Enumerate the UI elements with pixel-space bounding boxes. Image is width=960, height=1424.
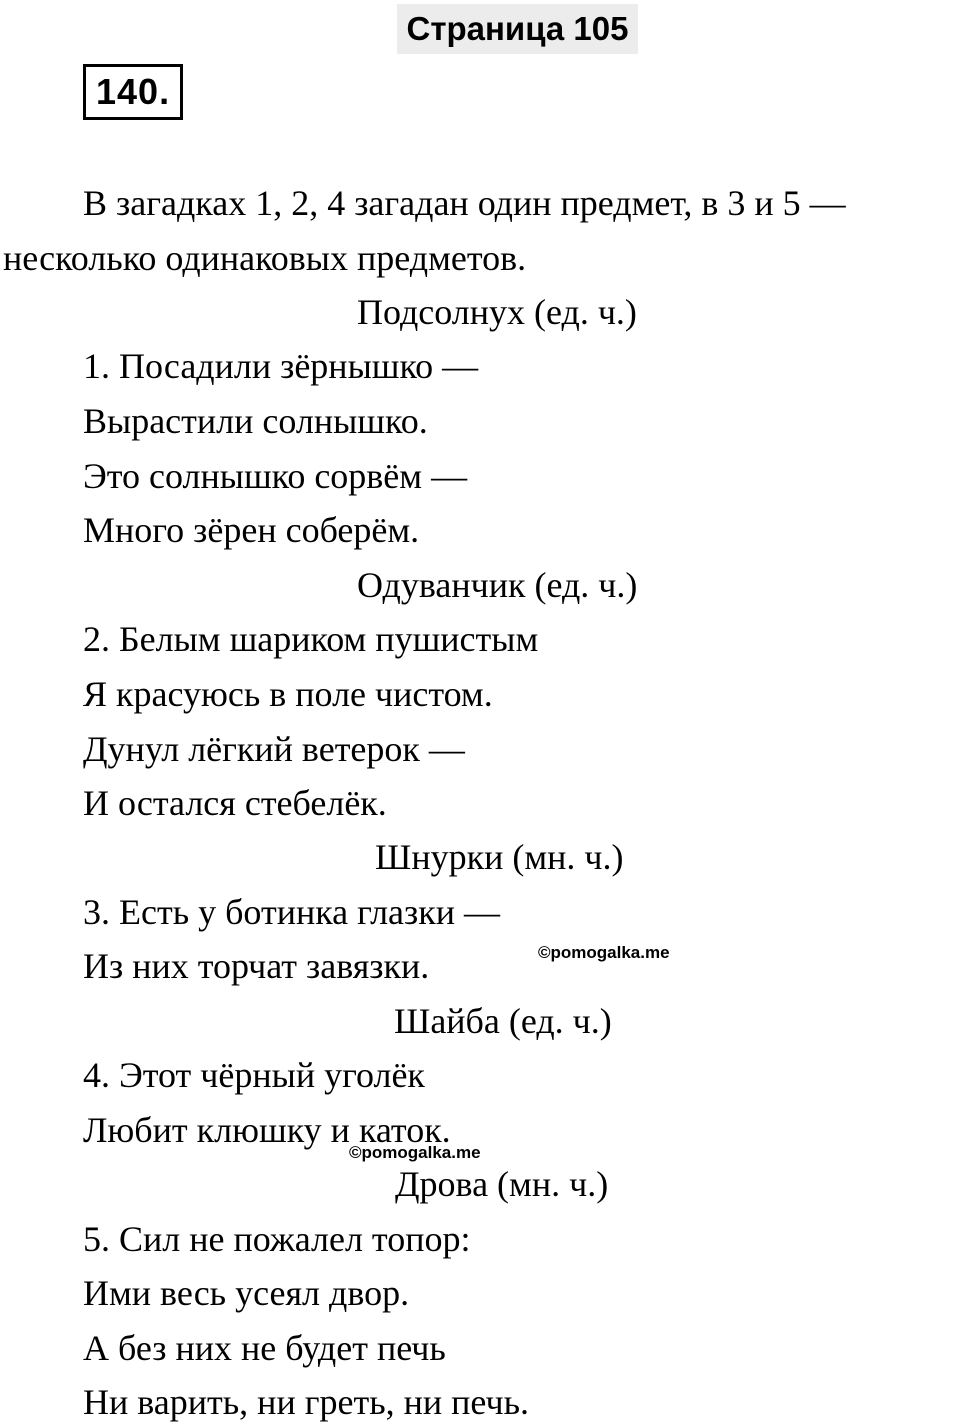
page-title: Страница 105 [397, 4, 638, 54]
riddle-line: Ими весь усеял двор. [83, 1273, 410, 1313]
riddle-line: 2. Белым шариком пушистым [83, 619, 539, 659]
riddle-line: 1. Посадили зёрнышко — [83, 346, 479, 386]
riddle-line: Много зёрен соберём. [83, 510, 420, 550]
watermark: ©pomogalka.me [349, 1143, 481, 1162]
watermark: ©pomogalka.me [538, 943, 670, 962]
riddle-answer: Подсолнух (ед. ч.) [357, 292, 637, 332]
riddle-line: И остался стебелёк. [83, 783, 387, 823]
riddle-line: Из них торчат завязки. [83, 946, 430, 986]
riddle-line: Я красуюсь в поле чистом. [83, 674, 493, 714]
riddle-line: 3. Есть у ботинка глазки — [83, 892, 501, 932]
riddle-line: Вырастили солнышко. [83, 401, 428, 441]
riddle-answer: Одуванчик (ед. ч.) [357, 565, 638, 605]
intro-line: несколько одинаковых предметов. [3, 238, 527, 278]
riddle-line: Это солнышко сорвём — [83, 456, 468, 496]
riddle-answer: Шнурки (мн. ч.) [375, 837, 624, 877]
riddle-line: Любит клюшку и каток. [83, 1110, 451, 1150]
riddle-line: 4. Этот чёрный уголёк [83, 1055, 425, 1095]
riddle-line: Дунул лёгкий ветерок — [83, 729, 465, 769]
riddle-line: А без них не будет печь [83, 1328, 446, 1368]
riddle-answer: Шайба (ед. ч.) [394, 1001, 612, 1041]
riddle-line: 5. Сил не пожалел топор: [83, 1219, 471, 1259]
task-number: 140. [83, 64, 183, 120]
intro-line: В загадках 1, 2, 4 загадан один предмет, в 3 и 5 — [83, 183, 846, 223]
riddle-answer: Дрова (мн. ч.) [395, 1164, 609, 1204]
riddle-line: Ни варить, ни греть, ни печь. [83, 1382, 530, 1422]
